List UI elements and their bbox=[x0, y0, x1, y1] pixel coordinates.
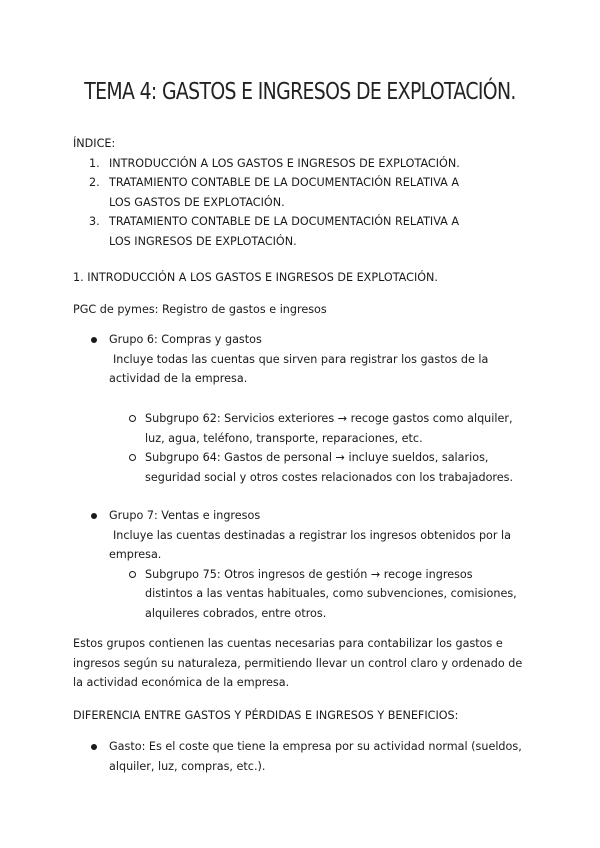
index-text-line: LOS INGRESOS DE EXPLOTACIÓN. bbox=[109, 234, 297, 248]
index-section bbox=[73, 134, 533, 251]
index-item bbox=[73, 212, 533, 251]
circle-bullet bbox=[129, 571, 136, 578]
summary-line: ingresos según su naturaleza, permitiendo llevar un control claro y ordenado de bbox=[73, 656, 523, 670]
index-text-line: TRATAMIENTO CONTABLE DE LA DOCUMENTACIÓN RELATIVA A bbox=[109, 215, 460, 228]
group-title: Grupo 6: Compras y gastos bbox=[109, 333, 262, 346]
gasto-line: Gasto: Es el coste que tiene la empresa por su actividad normal (sueldos, bbox=[109, 740, 522, 753]
group7-block bbox=[73, 506, 533, 623]
index-text: INTRODUCCIÓN A LOS GASTOS E INGRESOS DE EXPLOTACIÓN. bbox=[109, 156, 460, 170]
index-text-line: LOS GASTOS DE EXPLOTACIÓN. bbox=[109, 195, 285, 209]
index-number: 2. bbox=[89, 176, 100, 189]
index-item bbox=[73, 173, 533, 212]
index-text-line: TRATAMIENTO CONTABLE DE LA DOCUMENTACIÓN RELATIVA A bbox=[109, 176, 460, 189]
bullet-item bbox=[73, 330, 533, 389]
sub-line: Subgrupo 75: Otros ingresos de gestión → recoge ingresos bbox=[145, 567, 473, 581]
circle-bullet bbox=[129, 415, 136, 422]
gasto-line: alquiler, luz, compras, etc.). bbox=[109, 759, 266, 773]
group-desc-line: actividad de la empresa. bbox=[109, 372, 248, 385]
group6-block bbox=[73, 330, 533, 389]
gasto-block bbox=[73, 737, 533, 776]
group-desc-line: Incluye todas las cuentas que sirven para registrar los gastos de la bbox=[113, 352, 489, 366]
sub-line: Subgrupo 64: Gastos de personal → incluye sueldos, salarios, bbox=[145, 451, 489, 464]
bullet-item bbox=[73, 506, 533, 565]
sub-line: alquileres cobrados, entre otros. bbox=[145, 606, 327, 620]
bullet-item bbox=[73, 737, 533, 776]
index-number: 1. bbox=[89, 156, 100, 170]
index-heading: ÍNDICE: bbox=[73, 137, 116, 150]
pgc-line: PGC de pymes: Registro de gastos e ingresos bbox=[73, 303, 327, 316]
sub-item bbox=[73, 409, 533, 448]
index-item bbox=[73, 154, 533, 174]
sub-item bbox=[73, 448, 533, 487]
section-heading: 1. INTRODUCCIÓN A LOS GASTOS E INGRESOS DE EXPLOTACIÓN. bbox=[73, 271, 438, 284]
bullet-dot bbox=[91, 337, 97, 343]
sub-line: seguridad social y otros costes relacionados con los trabajadores. bbox=[145, 470, 514, 484]
sub-line: distintos a las ventas habituales, como subvenciones, comisiones, bbox=[145, 587, 517, 600]
group-desc-line: empresa. bbox=[109, 548, 162, 561]
page-title: TEMA 4: GASTOS E INGRESOS DE EXPLOTACIÓN. bbox=[84, 79, 516, 105]
summary-paragraph bbox=[73, 634, 533, 693]
sub-line: luz, agua, teléfono, transporte, reparaciones, etc. bbox=[145, 431, 423, 445]
group6-subs bbox=[73, 409, 533, 487]
circle-bullet bbox=[129, 454, 136, 461]
summary-line: Estos grupos contienen las cuentas necesarias para contabilizar los gastos e bbox=[73, 637, 503, 650]
bullet-dot bbox=[91, 744, 97, 750]
sub-item bbox=[73, 565, 533, 624]
index-number: 3. bbox=[89, 215, 100, 228]
group-title: Grupo 7: Ventas e ingresos bbox=[109, 509, 261, 522]
difference-heading: DIFERENCIA ENTRE GASTOS Y PÉRDIDAS E INGRESOS Y BENEFICIOS: bbox=[73, 709, 459, 722]
sub-line: Subgrupo 62: Servicios exteriores → recoge gastos como alquiler, bbox=[145, 412, 513, 425]
group-desc-line: Incluye las cuentas destinadas a registrar los ingresos obtenidos por la bbox=[113, 528, 512, 542]
bullet-dot bbox=[91, 513, 97, 519]
summary-line: la actividad económica de la empresa. bbox=[73, 676, 290, 689]
